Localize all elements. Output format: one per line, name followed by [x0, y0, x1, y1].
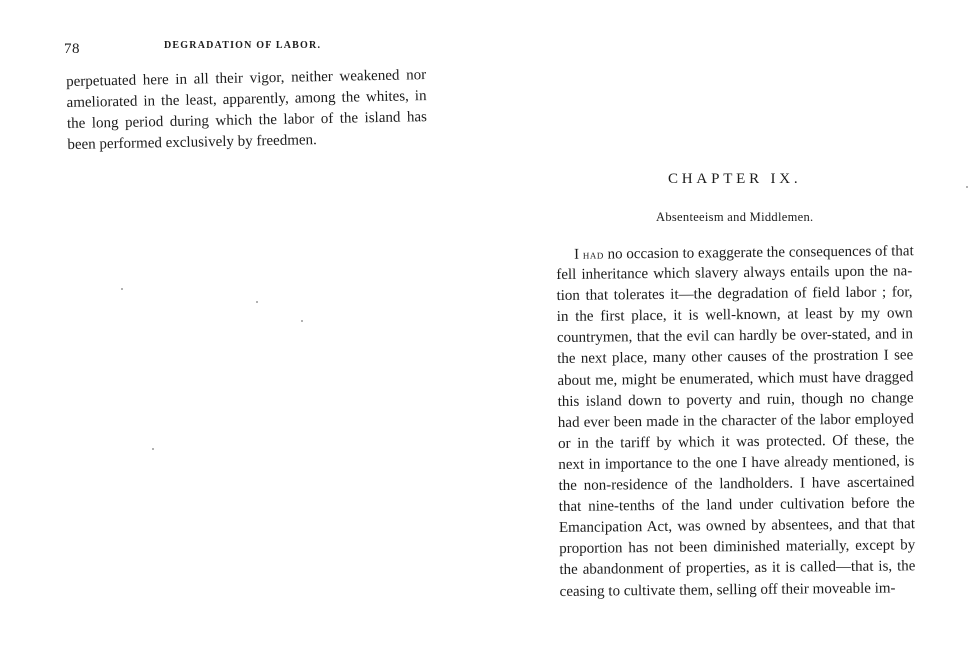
- text-line: the non-residence of the landholders. I have ascertained: [558, 474, 915, 495]
- scan-speck: [966, 186, 968, 188]
- text-line: countrymen, that the evil can hardly be over-stated, and in: [556, 326, 914, 347]
- text-line: perpetuated here in all their vigor, neither weakened nor: [66, 67, 427, 90]
- text-line: been performed exclusively by freedmen.: [67, 132, 317, 154]
- opening-smallcaps-word: had: [582, 246, 604, 262]
- text-line: proportion has not been diminished materially, except by: [559, 537, 916, 558]
- text-line: had ever been made in the character of the labor employed: [557, 411, 914, 431]
- text-line: Emancipation Act, was owned by absentees, and that that: [558, 516, 916, 537]
- text-line: the next place, many other causes of the prostration I see: [557, 347, 914, 368]
- text-line: fell inheritance which slavery always entails upon the na-: [556, 263, 913, 284]
- text-line: or in the tariff by which it was protected. Of these, the: [558, 432, 915, 452]
- text-line: this island down to poverty and ruin, though no change: [557, 389, 914, 410]
- text-line: the abandonment of properties, as it is called—that is, the: [559, 558, 916, 579]
- text-line: next in importance to the one I have already mentioned, is: [558, 453, 915, 473]
- first-line-rest: no occasion to exaggerate the consequences of that: [603, 243, 914, 263]
- text-line: in the first place, it is well-known, at least by my own: [556, 305, 913, 326]
- scan-speck: [256, 301, 258, 303]
- text-line: the long period during which the labor of the island has: [66, 109, 428, 133]
- left-page-paragraph: [66, 65, 428, 156]
- chapter-title: CHAPTER IX.: [668, 171, 802, 187]
- text-line: ameliorated in the least, apparently, among the whites, in: [66, 88, 427, 112]
- scan-speck: [301, 320, 303, 322]
- scan-speck: [121, 288, 123, 290]
- page-number: 78: [64, 41, 80, 57]
- chapter-subtitle: Absenteeism and Middlemen.: [656, 210, 814, 224]
- text-line: tion that tolerates it—the degradation of field labor ; for,: [556, 284, 913, 305]
- text-line: about me, might be enumerated, which must have dragged: [557, 368, 914, 389]
- scan-speck: [152, 448, 154, 450]
- text-line: ceasing to cultivate them, selling off their moveable im-: [559, 579, 896, 600]
- right-page-paragraph: [556, 240, 916, 602]
- text-line: that nine-tenths of the land under cultivation before the: [558, 495, 915, 516]
- running-head: DEGRADATION OF LABOR.: [164, 40, 322, 51]
- opening-letter: I: [574, 246, 583, 263]
